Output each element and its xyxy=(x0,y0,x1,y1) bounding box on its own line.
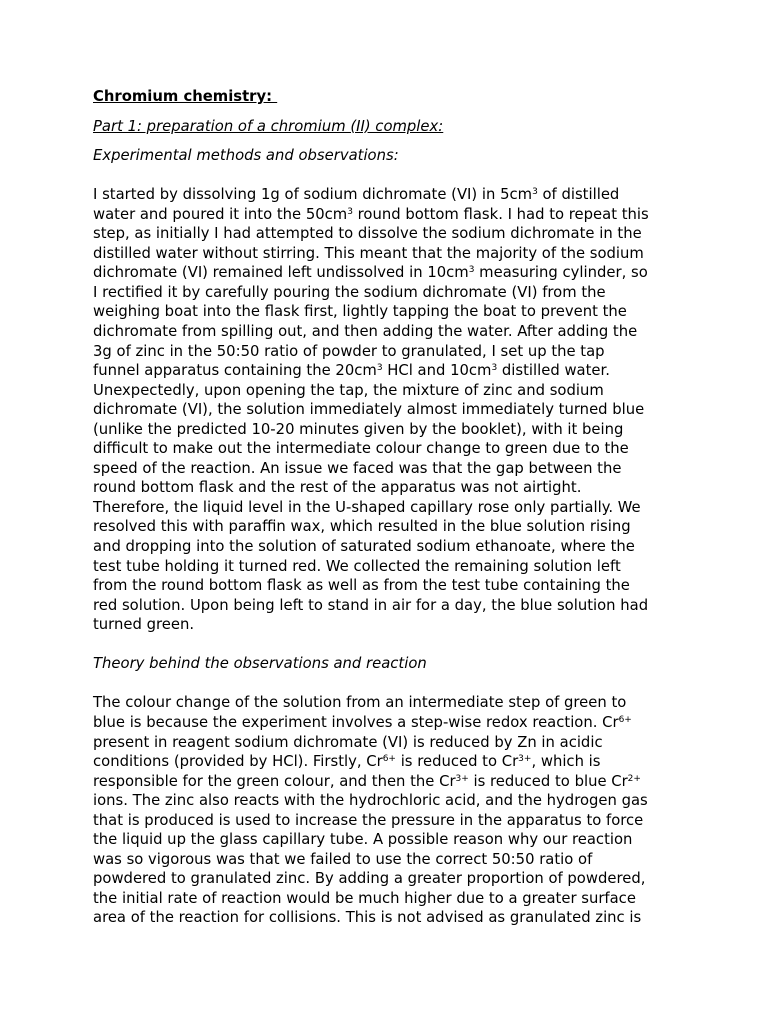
text-run: blue is because the experiment involves a step-wise redox reaction. Cr xyxy=(93,713,619,731)
theory-paragraph xyxy=(93,693,683,928)
text-run: (unlike the predicted 10-20 minutes given by the booklet), with it being xyxy=(93,420,624,438)
superscript: 3 xyxy=(376,363,383,374)
text-line xyxy=(93,791,683,811)
text-run: dichromate from spilling out, and then adding the water. After adding the xyxy=(93,323,638,341)
text-run: distilled water without stirring. This meant that the majority of the sodium xyxy=(93,244,644,262)
text-line xyxy=(93,693,683,713)
text-run: I started by dissolving 1g of sodium dichromate (VI) in 5cm xyxy=(93,186,533,204)
text-run: test tube holding it turned red. We collected the remaining solution left xyxy=(93,557,621,575)
text-run: conditions (provided by HCl). Firstly, Cr xyxy=(93,753,383,771)
text-run: step, as initially I had attempted to dissolve the sodium dichromate in the xyxy=(93,225,642,243)
text-run: area of the reaction for collisions. This is not advised as granulated zinc is xyxy=(93,909,642,927)
text-run: , which is xyxy=(531,753,601,771)
text-run: weighing boat into the flask first, lightly tapping the boat to prevent the xyxy=(93,303,627,321)
text-line xyxy=(93,185,683,205)
text-run: from the round bottom flask as well as from the test tube containing the xyxy=(93,577,630,595)
text-run: of distilled xyxy=(537,186,620,204)
text-line xyxy=(93,420,683,440)
text-run: funnel apparatus containing the 20cm xyxy=(93,362,377,380)
text-line xyxy=(93,205,683,225)
methods-heading: Experimental methods and observations: xyxy=(93,147,399,165)
text-run: Therefore, the liquid level in the U-shaped capillary rose only partially. We xyxy=(93,498,641,516)
text-line xyxy=(93,498,683,518)
text-line xyxy=(93,459,683,479)
text-run: resolved this with paraffin wax, which resulted in the blue solution rising xyxy=(93,518,631,536)
text-line xyxy=(93,537,683,557)
text-run: is reduced to Cr xyxy=(395,753,519,771)
document-title: Chromium chemistry: xyxy=(93,88,278,105)
text-line xyxy=(93,283,683,303)
text-run: and dropping into the solution of saturated sodium ethanoate, where the xyxy=(93,538,635,556)
superscript: 6+ xyxy=(618,714,632,725)
document-page xyxy=(93,87,683,928)
text-run: HCl and 10cm xyxy=(382,362,492,380)
text-line xyxy=(93,889,683,909)
text-run: Unexpectedly, upon opening the tap, the mixture of zinc and sodium xyxy=(93,381,604,399)
text-run: powdered to granulated zinc. By adding a greater proportion of powdered, xyxy=(93,870,646,888)
text-line xyxy=(93,263,683,283)
text-run: is reduced to blue Cr xyxy=(468,772,628,790)
superscript: 3 xyxy=(468,265,475,276)
text-line xyxy=(93,400,683,420)
text-run: difficult to make out the intermediate colour change to green due to the xyxy=(93,440,629,458)
superscript: 6+ xyxy=(382,754,396,765)
text-line xyxy=(93,811,683,831)
text-line xyxy=(93,478,683,498)
text-run: that is produced is used to increase the pressure in the apparatus to force xyxy=(93,811,644,829)
text-run: red solution. Upon being left to stand in air for a day, the blue solution had xyxy=(93,596,649,614)
text-run: 3g of zinc in the 50:50 ratio of powder to granulated, I set up the tap xyxy=(93,342,605,360)
text-run: distilled water. xyxy=(497,362,610,380)
superscript: 3 xyxy=(532,187,538,198)
text-run: I rectified it by carefully pouring the sodium dichromate (VI) from the xyxy=(93,283,606,301)
text-run: measuring cylinder, so xyxy=(474,264,648,282)
text-run: dichromate (VI) remained left undissolved in 10cm xyxy=(93,264,469,282)
text-run: responsible for the green colour, and then the Cr xyxy=(93,772,456,790)
text-line xyxy=(93,869,683,889)
superscript: 3+ xyxy=(518,754,532,765)
text-run: the initial rate of reaction would be much higher due to a greater surface xyxy=(93,889,636,907)
text-run: present in reagent sodium dichromate (VI) is reduced by Zn in acidic xyxy=(93,733,603,751)
text-run: The colour change of the solution from an intermediate step of green to xyxy=(93,694,627,712)
text-line xyxy=(93,557,683,577)
text-line xyxy=(93,342,683,362)
superscript: 2+ xyxy=(627,773,641,784)
methods-paragraph xyxy=(93,185,683,635)
text-run: ions. The zinc also reacts with the hydrochloric acid, and the hydrogen gas xyxy=(93,792,648,810)
text-line xyxy=(93,713,683,733)
spacer xyxy=(93,635,683,655)
text-line xyxy=(93,752,683,772)
text-line xyxy=(93,908,683,928)
spacer xyxy=(93,674,683,694)
part-heading: Part 1: preparation of a chromium (II) complex: xyxy=(93,117,444,135)
text-run: speed of the reaction. An issue we faced was that the gap between the xyxy=(93,459,622,477)
theory-heading: Theory behind the observations and reaction xyxy=(93,655,427,673)
text-line xyxy=(93,596,683,616)
text-line xyxy=(93,439,683,459)
text-run: dichromate (VI), the solution immediately almost immediately turned blue xyxy=(93,401,645,419)
text-line xyxy=(93,302,683,322)
text-run: the liquid up the glass capillary tube. A possible reason why our reaction xyxy=(93,831,633,849)
superscript: 3 xyxy=(491,363,498,374)
text-line xyxy=(93,615,683,635)
text-line xyxy=(93,772,683,792)
superscript: 3 xyxy=(347,206,353,217)
text-line xyxy=(93,517,683,537)
text-run: turned green. xyxy=(93,616,195,634)
text-line xyxy=(93,733,683,753)
text-run: was so vigorous was that we failed to use the correct 50:50 ratio of xyxy=(93,850,593,868)
text-run: round bottom flask. I had to repeat this xyxy=(352,205,649,223)
text-line xyxy=(93,322,683,342)
text-line xyxy=(93,224,683,244)
text-line xyxy=(93,381,683,401)
text-run: water and poured it into the 50cm xyxy=(93,205,348,223)
superscript: 3+ xyxy=(455,773,469,784)
text-line xyxy=(93,850,683,870)
text-line xyxy=(93,830,683,850)
spacer xyxy=(93,166,683,186)
text-line xyxy=(93,361,683,381)
text-line xyxy=(93,576,683,596)
text-run: round bottom flask and the rest of the apparatus was not airtight. xyxy=(93,479,582,497)
text-line xyxy=(93,244,683,264)
